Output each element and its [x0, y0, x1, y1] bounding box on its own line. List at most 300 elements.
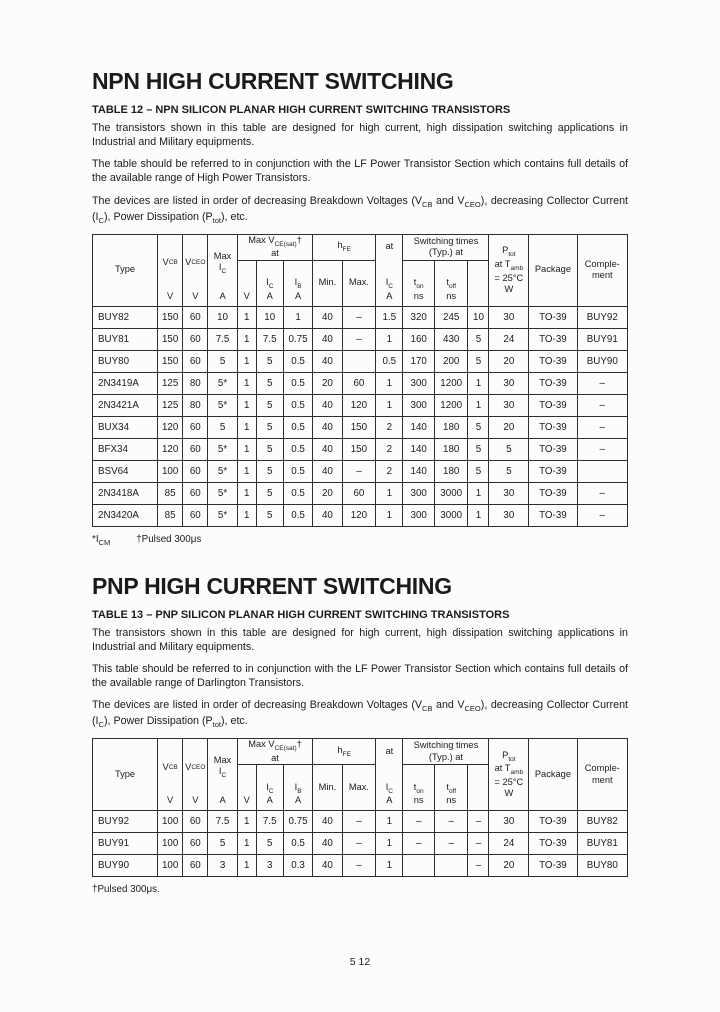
unit-label: ns [446, 290, 457, 301]
value-cell: 180 [434, 438, 468, 460]
value-cell: 5* [208, 372, 237, 394]
value-cell: 5 [256, 460, 283, 482]
text-segment: at [271, 248, 279, 259]
col-header-ptot [489, 234, 529, 306]
text-segment: V CEO [185, 761, 206, 772]
value-cell: 0.5 [283, 394, 312, 416]
text-segment: V CB [162, 761, 178, 772]
text-segment: at [271, 752, 279, 763]
device-type-cell: BUY81 [93, 328, 158, 350]
value-cell: 24 [489, 833, 529, 855]
table-row [93, 416, 628, 438]
value-cell: – [403, 833, 434, 855]
value-cell: 2 [376, 438, 403, 460]
text-segment: ), etc. [221, 715, 248, 728]
pnp-table-body [93, 811, 628, 877]
value-cell: 0.3 [283, 855, 312, 877]
col-header-hfe-at [376, 739, 403, 765]
value-cell: TO-39 [529, 306, 577, 328]
text-segment: = 25°C [494, 272, 524, 283]
text-segment: Max. [348, 277, 369, 288]
text-segment: at $T_{amb}$ [494, 258, 524, 272]
device-type-cell: 2N3421A [93, 394, 158, 416]
value-cell: 5 [256, 482, 283, 504]
subscript-text: tot [212, 215, 221, 225]
subcol-vcesat-ib [283, 260, 312, 306]
col-header-vcb [158, 739, 183, 811]
value-cell: 5 [256, 350, 283, 372]
text-segment: $I_B$ [294, 781, 302, 795]
value-cell: 20 [313, 482, 342, 504]
text-segment: Max $V_{CE(sat)}\dagger$ [248, 739, 302, 753]
value-cell: 1 [237, 833, 256, 855]
text-segment: $P_{tot}$ [502, 245, 516, 259]
value-cell: – [434, 833, 468, 855]
unit-label: V [167, 795, 174, 806]
value-cell: 0.5 [376, 350, 403, 372]
pnp-paragraph-1: The transistors shown in this table are designed for high current, high dissipation switching applications in Industrial and Military equipments. [92, 626, 628, 653]
device-type-cell: BUY80 [93, 350, 158, 372]
value-cell: 1 [468, 504, 489, 526]
text-segment: Max. [348, 782, 369, 792]
pnp-section-title: PNP HIGH CURRENT SWITCHING [92, 572, 452, 599]
table-row [93, 350, 628, 372]
value-cell: 1 [237, 372, 256, 394]
value-cell: 20 [489, 416, 529, 438]
value-cell: 5 [208, 833, 237, 855]
col-header-switching-times [403, 739, 489, 765]
value-cell: 300 [403, 482, 434, 504]
value-cell: 7.5 [256, 811, 283, 833]
unit-label: A [219, 795, 226, 806]
value-cell: 150 [158, 350, 183, 372]
text-segment: $t_{off}$ [446, 781, 457, 795]
unit-label: V [192, 290, 199, 301]
npn-transistor-table [92, 234, 628, 527]
value-cell: 245 [434, 306, 468, 328]
text-segment: $I_C$ [266, 277, 274, 291]
value-cell: TO-39 [529, 833, 577, 855]
value-cell: 1 [468, 372, 489, 394]
value-cell: 5* [208, 438, 237, 460]
value-cell: 60 [183, 438, 208, 460]
text-segment: $P_{tot}$ [502, 749, 516, 763]
value-cell: 3 [256, 855, 283, 877]
col-header-vcesat [237, 739, 313, 765]
value-cell: 3000 [434, 504, 468, 526]
value-cell: 1 [376, 855, 403, 877]
text-segment: ment [591, 774, 613, 785]
value-cell: 40 [313, 855, 342, 877]
unit-label: A [266, 795, 273, 806]
value-cell: 5 [208, 350, 237, 372]
value-cell: 24 [489, 328, 529, 350]
table-row [93, 394, 628, 416]
subcol-vcesat-ic [256, 765, 283, 811]
value-cell: TO-39 [529, 460, 577, 482]
col-header-package [529, 739, 577, 811]
value-cell: 30 [489, 306, 529, 328]
text-segment: Min. [318, 782, 337, 792]
table-row [93, 482, 628, 504]
value-cell: 1 [376, 504, 403, 526]
value-cell: 125 [158, 394, 183, 416]
text-segment: $t_{on}$ [413, 781, 424, 795]
value-cell: BUY91 [577, 328, 627, 350]
col-header-complement [577, 234, 627, 306]
text-segment: Max $I_C$ [213, 755, 232, 780]
value-cell: 1 [376, 482, 403, 504]
npn-footnote [92, 534, 628, 547]
value-cell: 1 [376, 372, 403, 394]
text-segment: V CB [162, 257, 178, 268]
unit-label: W [504, 788, 514, 799]
value-cell: 125 [158, 372, 183, 394]
text-segment: ment [591, 270, 613, 281]
unit-label: A [219, 290, 226, 301]
value-cell: – [342, 811, 376, 833]
text-segment: at [385, 745, 394, 756]
subscript-text: C [98, 215, 104, 225]
pnp-paragraph-2: This table should be referred to in conjunction with the LF Power Transistor Section which contains full details of the available range of Darlington Transistors. [92, 662, 628, 689]
value-cell: 3000 [434, 482, 468, 504]
value-cell [434, 855, 468, 877]
value-cell: 5 [468, 416, 489, 438]
value-cell: 5 [256, 833, 283, 855]
value-cell: TO-39 [529, 504, 577, 526]
value-cell: 100 [158, 811, 183, 833]
subcol-hfe-at-ic [376, 765, 403, 811]
value-cell: 60 [183, 460, 208, 482]
table-row [93, 833, 628, 855]
device-type-cell: BUY91 [93, 833, 158, 855]
value-cell: 1 [376, 394, 403, 416]
value-cell: 120 [342, 394, 376, 416]
text-segment: ), decreasing Collector Current (I [92, 699, 629, 728]
value-cell: – [468, 855, 489, 877]
subcol-vcesat-ic [256, 260, 283, 306]
value-cell: 120 [158, 416, 183, 438]
text-segment: Type [114, 264, 136, 275]
value-cell: 5 [256, 504, 283, 526]
subcol-toff [434, 260, 468, 306]
pnp-table-label: TABLE 13 – PNP SILICON PLANAR HIGH CURRENT SWITCHING TRANSISTORS [92, 608, 510, 621]
npn-table-body [93, 306, 628, 526]
value-cell: 5* [208, 460, 237, 482]
subcol-hfe-max [342, 765, 376, 811]
value-cell: 1 [376, 328, 403, 350]
value-cell: 100 [158, 833, 183, 855]
value-cell: 30 [489, 482, 529, 504]
subcol-ton [403, 260, 434, 306]
value-cell: 300 [403, 504, 434, 526]
device-type-cell: BUY92 [93, 811, 158, 833]
text-segment: $t_{off}$ [446, 277, 457, 291]
value-cell: 0.5 [283, 438, 312, 460]
value-cell: 40 [313, 328, 342, 350]
value-cell: 140 [403, 416, 434, 438]
value-cell: – [342, 306, 376, 328]
col-header-hfe [313, 739, 376, 765]
device-type-cell: BUY82 [93, 306, 158, 328]
value-cell: 30 [489, 811, 529, 833]
unit-label: A [266, 290, 273, 301]
value-cell: 5 [208, 416, 237, 438]
text-segment: (Typ.) at [428, 247, 464, 258]
value-cell: 10 [468, 306, 489, 328]
value-cell [403, 855, 434, 877]
text-segment: Switching times [413, 740, 479, 751]
value-cell: 320 [403, 306, 434, 328]
text-segment: V CEO [185, 257, 206, 268]
value-cell: 10 [208, 306, 237, 328]
text-segment: $h_{FE}$ [337, 240, 351, 254]
value-cell: BUY82 [577, 811, 627, 833]
value-cell: 3 [208, 855, 237, 877]
npn-table-label: TABLE 12 – NPN SILICON PLANAR HIGH CURRENT SWITCHING TRANSISTORS [92, 104, 511, 116]
device-type-cell: BSV64 [93, 460, 158, 482]
col-header-switching-times [403, 234, 489, 260]
unit-label: A [294, 795, 302, 806]
value-cell: 60 [183, 855, 208, 877]
value-cell: TO-39 [529, 372, 577, 394]
text-segment: $t_{on}$ [413, 277, 424, 291]
value-cell: 40 [313, 811, 342, 833]
value-cell: 85 [158, 504, 183, 526]
value-cell: – [342, 328, 376, 350]
value-cell: 20 [489, 350, 529, 372]
value-cell: 1 [237, 306, 256, 328]
subcol-hfe-min [313, 765, 342, 811]
unit-label: ns [413, 290, 424, 301]
value-cell: 1 [237, 438, 256, 460]
table-row [93, 328, 628, 350]
value-cell: 60 [183, 350, 208, 372]
value-cell: 0.5 [283, 460, 312, 482]
value-cell: 40 [313, 833, 342, 855]
text-segment: at $T_{amb}$ [494, 763, 524, 777]
subcol-hfe-max [342, 260, 376, 306]
value-cell: 1 [237, 504, 256, 526]
col-header-complement [577, 739, 627, 811]
subcol-switching-ic [468, 260, 489, 306]
value-cell: 200 [434, 350, 468, 372]
text-segment: Comple- [584, 763, 620, 774]
subscript-text: CEO [464, 199, 481, 209]
text-segment: ), decreasing Collector Current (I [92, 194, 629, 223]
text-segment: $I_C$ [385, 277, 393, 290]
value-cell: 1 [283, 306, 312, 328]
col-header-vcb [158, 234, 183, 306]
table-row [93, 372, 628, 394]
value-cell: 60 [342, 482, 376, 504]
value-cell: 60 [183, 328, 208, 350]
value-cell: 1 [237, 482, 256, 504]
npn-paragraph-1: The transistors shown in this table are designed for high current, high dissipation switching applications in Industrial and Military equipments. [92, 122, 628, 149]
text-segment: and V [432, 699, 465, 712]
value-cell: 0.5 [283, 482, 312, 504]
value-cell: 5* [208, 394, 237, 416]
text-segment: Max $V_{CE(sat)}\dagger$ [248, 234, 302, 248]
value-cell: 1 [468, 394, 489, 416]
value-cell: – [468, 811, 489, 833]
value-cell: 140 [403, 438, 434, 460]
value-cell: BUY81 [577, 833, 627, 855]
device-type-cell: 2N3418A [93, 482, 158, 504]
text-segment: at [385, 241, 394, 252]
text-segment: The devices are listed in order of decreasing Breakdown Voltages (V [92, 699, 423, 712]
value-cell: 1 [237, 394, 256, 416]
value-cell: – [577, 504, 627, 526]
value-cell: 40 [313, 460, 342, 482]
value-cell: 7.5 [208, 328, 237, 350]
value-cell: 7.5 [256, 328, 283, 350]
value-cell: BUY80 [577, 855, 627, 877]
col-header-vceo [183, 234, 208, 306]
col-header-vceo [183, 739, 208, 811]
page-number: 5 12 [349, 956, 371, 968]
value-cell: 5 [489, 460, 529, 482]
value-cell: TO-39 [529, 482, 577, 504]
value-cell: 150 [158, 328, 183, 350]
text-segment: Package [534, 264, 572, 275]
value-cell: – [577, 372, 627, 394]
value-cell: 30 [489, 504, 529, 526]
value-cell: 5 [489, 438, 529, 460]
col-header-vcesat [237, 234, 313, 260]
unit-label: V [192, 795, 199, 806]
subscript-text: CB [422, 199, 433, 209]
value-cell: 1 [237, 416, 256, 438]
value-cell: 1.5 [376, 306, 403, 328]
value-cell: – [342, 833, 376, 855]
value-cell: 120 [342, 504, 376, 526]
value-cell: 60 [183, 811, 208, 833]
text-segment: $h_{FE}$ [337, 744, 351, 758]
subscript-text: C [98, 720, 104, 730]
value-cell: 150 [158, 306, 183, 328]
value-cell: 5 [468, 328, 489, 350]
pnp-transistor-table [92, 738, 628, 877]
value-cell: 5 [256, 416, 283, 438]
table-row [93, 460, 628, 482]
text-segment: Package [534, 769, 572, 779]
table-row [93, 811, 628, 833]
value-cell: 1 [237, 460, 256, 482]
value-cell: 85 [158, 482, 183, 504]
value-cell: TO-39 [529, 328, 577, 350]
subcol-hfe-min [313, 260, 342, 306]
text-segment: ), Power Dissipation (P [103, 210, 213, 223]
subcol-vcesat-ib [283, 765, 312, 811]
table-row [93, 504, 628, 526]
text-segment: Min. [318, 277, 337, 288]
subcol-switching-ic [468, 765, 489, 811]
value-cell: 80 [183, 372, 208, 394]
value-cell: 1200 [434, 372, 468, 394]
text-segment: The devices are listed in order of decreasing Breakdown Voltages (V [92, 194, 423, 207]
value-cell: TO-39 [529, 438, 577, 460]
text-segment: $I_C$ [266, 781, 274, 795]
value-cell: 60 [183, 416, 208, 438]
unit-label: A [386, 795, 393, 806]
value-cell: 5 [256, 394, 283, 416]
unit-label: V [243, 795, 250, 806]
pnp-footnote [92, 884, 628, 895]
text-segment: †Pulsed 300μs. [92, 884, 160, 896]
device-type-cell: 2N3419A [93, 372, 158, 394]
value-cell: 60 [183, 306, 208, 328]
col-header-ptot [489, 739, 529, 811]
value-cell: 2 [376, 460, 403, 482]
value-cell: 1 [237, 328, 256, 350]
value-cell: 10 [256, 306, 283, 328]
value-cell: 60 [342, 372, 376, 394]
value-cell: 160 [403, 328, 434, 350]
value-cell: 80 [183, 394, 208, 416]
value-cell: 0.75 [283, 811, 312, 833]
subcol-toff [434, 765, 468, 811]
text-segment: $I_C$ [385, 781, 393, 795]
value-cell: 5* [208, 504, 237, 526]
npn-table-header [93, 234, 628, 306]
value-cell: – [434, 811, 468, 833]
value-cell: 5 [256, 372, 283, 394]
value-cell: 60 [183, 833, 208, 855]
device-type-cell: 2N3420A [93, 504, 158, 526]
value-cell: 1200 [434, 394, 468, 416]
value-cell: 300 [403, 372, 434, 394]
npn-section-title: NPN HIGH CURRENT SWITCHING [92, 68, 454, 94]
subscript-text: CB [422, 704, 433, 714]
text-segment: (Typ.) at [428, 751, 464, 762]
value-cell: – [403, 811, 434, 833]
value-cell: 180 [434, 416, 468, 438]
value-cell: 40 [313, 416, 342, 438]
col-header-type [93, 739, 158, 811]
value-cell: 5 [256, 438, 283, 460]
value-cell: 1 [237, 855, 256, 877]
value-cell [577, 460, 627, 482]
pnp-table-header [93, 739, 628, 811]
value-cell: 60 [183, 482, 208, 504]
value-cell: 0.5 [283, 504, 312, 526]
table-row [93, 855, 628, 877]
text-segment: Type [114, 769, 136, 779]
value-cell: 60 [183, 504, 208, 526]
value-cell [342, 350, 376, 372]
unit-label: ns [446, 795, 457, 806]
value-cell: TO-39 [529, 416, 577, 438]
subcol-ton [403, 765, 434, 811]
value-cell: 20 [313, 372, 342, 394]
value-cell: 0.75 [283, 328, 312, 350]
value-cell: 30 [489, 394, 529, 416]
value-cell: 120 [158, 438, 183, 460]
value-cell: 5 [468, 350, 489, 372]
value-cell: 1 [376, 811, 403, 833]
pnp-paragraph-3 [92, 698, 628, 730]
value-cell: 170 [403, 350, 434, 372]
subscript-text: CEO [464, 704, 481, 714]
value-cell: 20 [489, 855, 529, 877]
col-header-package [529, 234, 577, 306]
text-segment: *I [92, 533, 99, 545]
value-cell: 7.5 [208, 811, 237, 833]
value-cell: 0.5 [283, 416, 312, 438]
unit-label: A [294, 290, 302, 301]
text-segment: ), Power Dissipation (P [103, 715, 213, 728]
